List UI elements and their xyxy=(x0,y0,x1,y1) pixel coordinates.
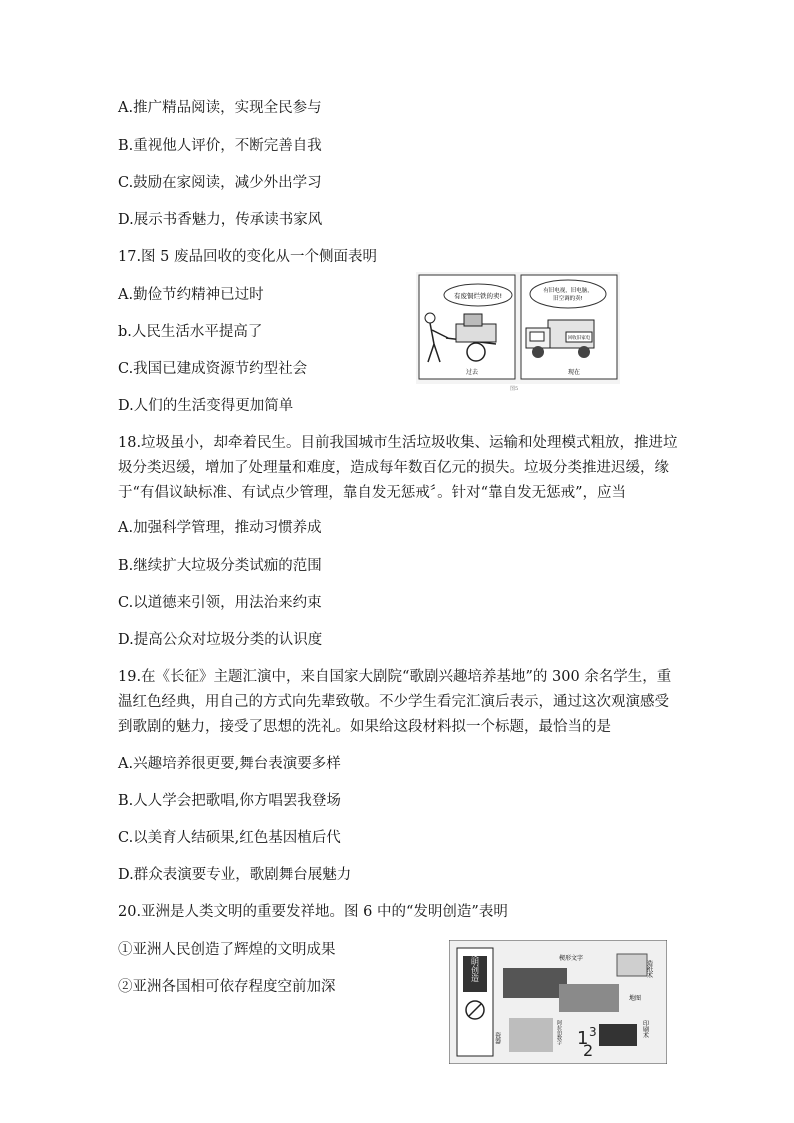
q16-option-a: A.推广精品阅读，实现全民参与 xyxy=(118,100,322,116)
q19-option-b: B.人人学会把歌唱,你方唱罢我登场 xyxy=(118,793,341,809)
q20-statement-1: ①亚洲人民创造了辉煌的文明成果 xyxy=(118,942,336,958)
label-map: 地图 xyxy=(629,995,642,1002)
q19-option-a: A.兴趣培养很更要,舞台表演要多样 xyxy=(118,756,341,772)
q18-option-b: B.继续扩大垃圾分类试痂的范围 xyxy=(118,558,322,574)
truck-sign: 回收旧家电 xyxy=(567,336,591,341)
right-caption: 现在 xyxy=(568,369,581,376)
q16-option-b: B.重视他人评价，不断完善自我 xyxy=(118,138,322,154)
q18-option-c: C.以道德来引领，用法治来约束 xyxy=(118,595,322,611)
q16-option-d: D.展示书香魅力，传承读书家风 xyxy=(118,212,323,228)
q19-option-d: D.群众表演要专业，歌剧舞台展魅力 xyxy=(118,867,352,883)
figure-6-title: 发明创造 xyxy=(470,950,480,982)
right-bubble-line1: 有旧电视，旧电脑， xyxy=(543,288,593,294)
q19-stem: 19.在《长征》主题汇演中，来自国家大剧院“歌剧兴趣培养基地”的 300 余名学生，重温红色经典，用自己的方式向先辈致敬。不少学生看完汇演后表示，通过这次观演感受到歌剧的魅力，接受了思想的洗礼。如果给这段材料拟一个标题，最恰当的是 xyxy=(118,669,672,735)
q17-stem: 17.图 5 废品回收的变化从一个侧面表明 xyxy=(118,249,378,265)
label-papermaking: 造纸术 xyxy=(645,960,653,978)
q19-option-c: C.以美育人结硕果,红色基因植后代 xyxy=(118,830,341,846)
left-caption: 过去 xyxy=(466,369,479,376)
label-arabic-numerals: 阿拉伯数字 xyxy=(556,1020,562,1045)
q17-option-a: A.勤俭节约精神已过时 xyxy=(118,287,264,303)
q17-option-b: b.人民生活水平提高了 xyxy=(118,324,263,340)
q20-stem: 20.亚洲是人类文明的重要发祥地。图 6 中的“发明创造”表明 xyxy=(118,904,508,920)
q17-option-c: C.我国已建成资源节约型社会 xyxy=(118,361,308,377)
label-printing: 印刷术 xyxy=(641,1020,649,1038)
q18-stem: 18.垃圾虽小，却牵着民生。目前我国城市生活垃圾收集、运输和处理模式粗放，推进垃圾分类迟缓，增加了处理量和难度，造成每年数百亿元的损失。垃圾分类推进迟缓，缘于“有倡议缺标准、有试点少管理，靠自发无惩戒〞。针对“靠自发无惩戒”，应当 xyxy=(118,435,678,501)
q20-statement-2: ②亚洲各国相可依存程度空前加深 xyxy=(118,979,336,995)
figure-5-cartoon xyxy=(416,272,620,384)
q18-option-d: D.提高公众对垃圾分类的认识度 xyxy=(118,632,323,648)
svg-text:2: 2 xyxy=(583,1041,594,1060)
left-bubble-text: 有废铜烂铁的卖! xyxy=(453,292,503,300)
figure-6-inventions xyxy=(449,940,667,1064)
q16-option-c: C.鼓励在家阅读，减少外出学习 xyxy=(118,175,322,191)
label-cuneiform: 楔形文字 xyxy=(559,955,584,962)
svg-text:3: 3 xyxy=(589,1025,597,1039)
svg-text:1: 1 xyxy=(577,1028,589,1049)
q18-option-a: A.加强科学管理，推动习惯养成 xyxy=(118,520,322,536)
label-porcelain: 瓷器 xyxy=(493,1032,501,1044)
right-bubble-line2: 旧空调的卖! xyxy=(553,296,583,302)
q17-option-d: D.人们的生活变得更加简单 xyxy=(118,398,294,414)
figure-5-label: 图5 xyxy=(510,386,519,392)
